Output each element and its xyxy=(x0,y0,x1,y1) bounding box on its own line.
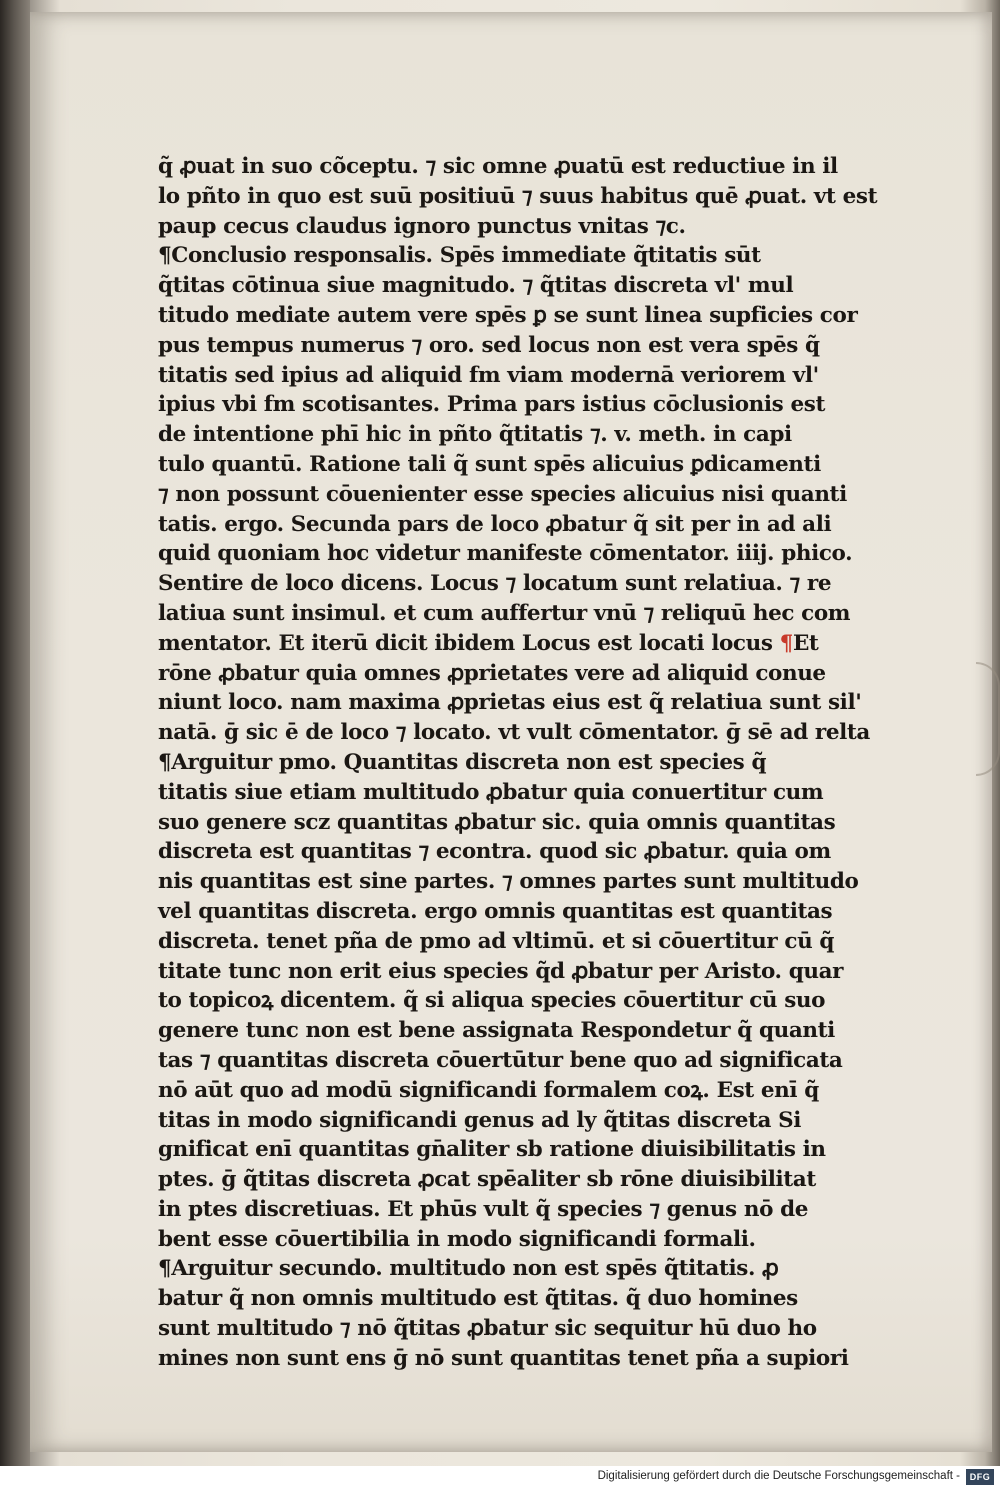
text-line: tulo quantū. Ratione tali q̃ sunt spēs alicuius ꝑdicamenti xyxy=(158,451,821,477)
text-line: vel quantitas discreta. ergo omnis quantitas est quantitas xyxy=(158,898,833,924)
text-line: rōne ꝓbatur quia omnes ꝓprietates vere ad aliquid conue xyxy=(158,660,826,686)
footer-bar xyxy=(0,1466,1000,1488)
text-line: ¶Arguitur secundo. multitudo non est spēs q̃titatis. ꝓ xyxy=(158,1256,779,1282)
text-line: ¶Conclusio responsalis. Spēs immediate q̃titatis sūt xyxy=(158,243,761,269)
rubric-mark: ¶ xyxy=(779,630,793,656)
text-line: genere tunc non est bene assignata Respondetur q̃ quanti xyxy=(158,1018,835,1044)
text-line: to topicoꝝ dicentem. q̃ si aliqua species cōuertitur cū suo xyxy=(158,988,826,1014)
book-page xyxy=(30,12,992,1452)
text-line: titudo mediate autem vere spēs ꝑ se sunt linea supficies cor xyxy=(158,302,858,328)
left-page-edge xyxy=(0,0,30,1466)
text-line: ¶Arguitur pmo. Quantitas discreta non est species q̃ xyxy=(158,749,767,775)
text-line: q̃titas cōtinua siue magnitudo. ⁊ q̃titas discreta vl' mul xyxy=(158,273,794,299)
text-column xyxy=(158,152,878,1374)
text-line: tatis. ergo. Secunda pars de loco ꝓbatur q̃ sit per in ad ali xyxy=(158,511,832,537)
text-line: ipius vbi fm scotisantes. Prima pars istius cōclusionis est xyxy=(158,392,825,418)
text-line: ⁊ non possunt cōuenienter esse species alicuius nisi quanti xyxy=(158,481,847,507)
text-line: titatis siue etiam multitudo ꝓbatur quia conuertitur cum xyxy=(158,779,824,805)
text-line: tas ⁊ quantitas discreta cōuertūtur bene quo ad significata xyxy=(158,1047,843,1073)
text-line: Sentire de loco dicens. Locus ⁊ locatum sunt relatiua. ⁊ re xyxy=(158,571,832,597)
text-line: titas in modo significandi genus ad ly q̃titas discreta Si xyxy=(158,1107,802,1133)
text-line: nō aūt quo ad modū significandi formalem coꝝ. Est enī q̃ xyxy=(158,1077,819,1103)
text-line: quid quoniam hoc videtur manifeste cōmentator. iiij. phico. xyxy=(158,541,853,567)
text-line: bent esse cōuertibilia in modo significandi formali. xyxy=(158,1226,756,1252)
text-line: latiua sunt insimul. et cum auffertur vnū ⁊ reliquū hec com xyxy=(158,600,851,626)
text-line: ptes. ḡ q̃titas discreta ꝓcat spēaliter sb rōne diuisibilitat xyxy=(158,1167,816,1193)
text-line: paup cecus claudus ignoro punctus vnitas ⁊c. xyxy=(158,213,686,239)
text-line: gnificat enī quantitas gn̄aliter sb ratione diuisibilitatis in xyxy=(158,1137,826,1163)
text-line: batur q̃ non omnis multitudo est q̃titas. q̃ duo homines xyxy=(158,1286,798,1312)
text-line: discreta. tenet pña de pmo ad vltimū. et si cōuertitur cū q̃ xyxy=(158,928,835,954)
text-segment: Et xyxy=(792,630,819,656)
text-line: pus tempus numerus ⁊ oro. sed locus non est vera spēs q̃ xyxy=(158,332,820,358)
text-line: lo pñto in quo est suū positiuū ⁊ suus habitus quē ꝓuat. vt est xyxy=(158,183,878,209)
text-line-with-rubric xyxy=(158,629,819,659)
text-line: sunt multitudo ⁊ nō q̃titas ꝓbatur sic sequitur hū duo ho xyxy=(158,1316,817,1342)
text-line: titatis sed ipius ad aliquid fm viam modernā veriorem vl' xyxy=(158,362,819,388)
funding-notice: Digitalisierung gefördert durch die Deutsche Forschungsgemeinschaft - xyxy=(597,1470,960,1482)
text-line: suo genere scz quantitas ꝓbatur sic. quia omnis quantitas xyxy=(158,809,836,835)
text-line: in ptes discretiuas. Et phūs vult q̃ species ⁊ genus nō de xyxy=(158,1196,809,1222)
text-line: de intentione phī hic in pñto q̃titatis ⁊. v. meth. in capi xyxy=(158,422,792,448)
text-line: mines non sunt ens ḡ nō sunt quantitas tenet pña a supiori xyxy=(158,1345,849,1371)
text-line: titate tunc non erit eius species q̃d ꝓbatur per Aristo. quar xyxy=(158,958,844,984)
text-line: niunt loco. nam maxima ꝓprietas eius est q̃ relatiua sunt sil' xyxy=(158,690,862,716)
dfg-logo: DFG xyxy=(966,1469,994,1485)
text-line: natā. ḡ sic ē de loco ⁊ locato. vt vult cōmentator. ḡ sē ad relta xyxy=(158,720,870,746)
text-line: discreta est quantitas ⁊ econtra. quod sic ꝓbatur. quia om xyxy=(158,839,831,865)
text-segment: mentator. Et iterū dicit ibidem Locus est locati locus xyxy=(158,630,773,656)
page-tab-mark xyxy=(976,662,1000,776)
text-line: nis quantitas est sine partes. ⁊ omnes partes sunt multitudo xyxy=(158,869,859,895)
text-line: q̃ ꝓuat in suo cõceptu. ⁊ sic omne ꝓuatū est reductiue in il xyxy=(158,154,838,179)
